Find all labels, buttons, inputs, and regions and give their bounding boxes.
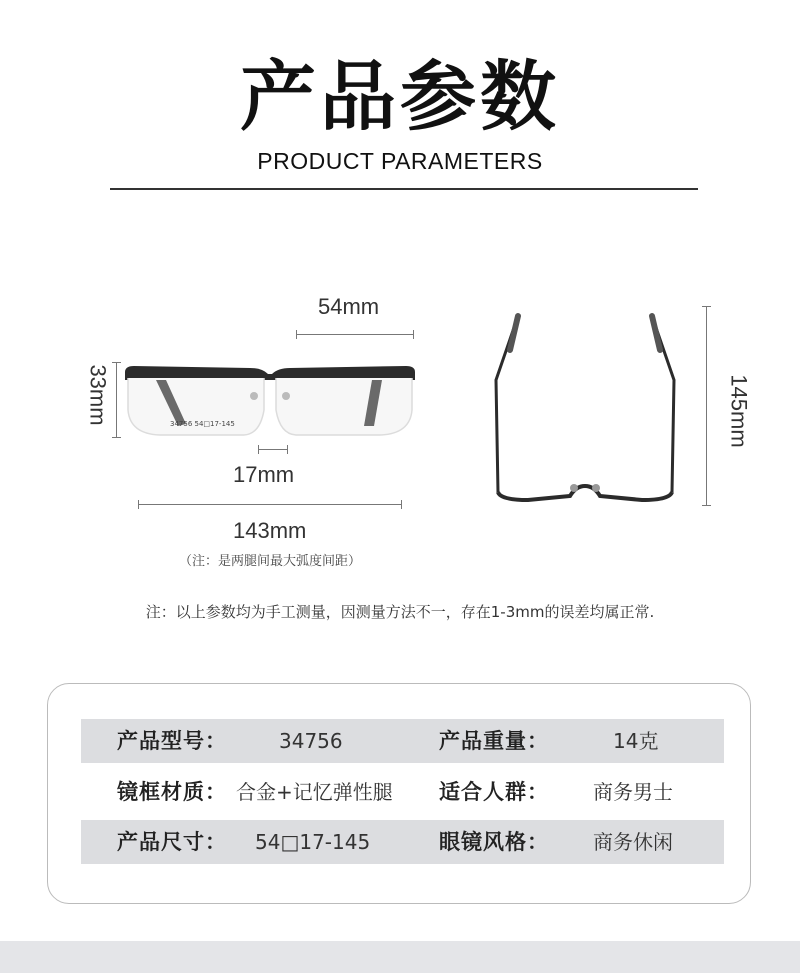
- spec-value: 合金+记忆弹性腿: [236, 780, 393, 804]
- frame-width-tick-left: [138, 500, 139, 509]
- page-subtitle: PRODUCT PARAMETERS: [257, 148, 543, 174]
- lens-width-tick-right: [413, 330, 414, 339]
- spec-value: 商务男士: [593, 780, 673, 804]
- lens-height-line: [116, 362, 117, 438]
- frame-width-label: 143mm: [233, 518, 307, 543]
- spec-label: 产品重量：: [439, 729, 549, 753]
- lens-width-label: 54mm: [318, 294, 380, 319]
- spec-value: 54□17-145: [255, 830, 371, 854]
- spec-value: 商务休闲: [593, 830, 673, 854]
- top-view-glasses: [488, 310, 688, 510]
- spec-row: [81, 820, 724, 864]
- frame-width-line: [138, 504, 402, 505]
- front-view-glasses: [120, 360, 420, 440]
- temple-length-tick-top: [702, 306, 711, 307]
- measurement-note: 注：以上参数均为手工测量，因测量方法不一，存在1-3mm的误差均属正常.: [145, 603, 655, 621]
- bridge-tick-right: [287, 445, 288, 454]
- spec-label: 眼镜风格：: [439, 830, 549, 854]
- spec-value: 14克: [613, 729, 659, 753]
- lens-width-tick-left: [296, 330, 297, 339]
- bottom-band: [0, 941, 800, 973]
- lens-width-line: [296, 334, 414, 335]
- spec-label: 镜框材质：: [117, 780, 227, 804]
- frame-width-tick-right: [401, 500, 402, 509]
- title-divider: [110, 188, 698, 190]
- spec-label: 产品型号：: [117, 729, 227, 753]
- bridge-label: 17mm: [233, 462, 295, 487]
- temple-length-tick-bottom: [702, 505, 711, 506]
- spec-value: 34756: [279, 729, 343, 753]
- bridge-tick-left: [258, 445, 259, 454]
- spec-label: 产品尺寸：: [117, 830, 227, 854]
- spec-row: [81, 770, 724, 814]
- temple-length-line: [706, 306, 707, 506]
- lens-height-label: 33mm: [85, 364, 111, 426]
- temple-print-text: 34756 54□17-145: [170, 420, 235, 428]
- spec-label: 适合人群：: [439, 780, 549, 804]
- page-title: 产品参数: [240, 52, 560, 141]
- frame-width-note: （注：是两腿间最大弧度间距）: [178, 554, 361, 569]
- spec-row: [81, 719, 724, 763]
- temple-length-label: 145mm: [726, 374, 752, 448]
- bridge-line: [258, 449, 288, 450]
